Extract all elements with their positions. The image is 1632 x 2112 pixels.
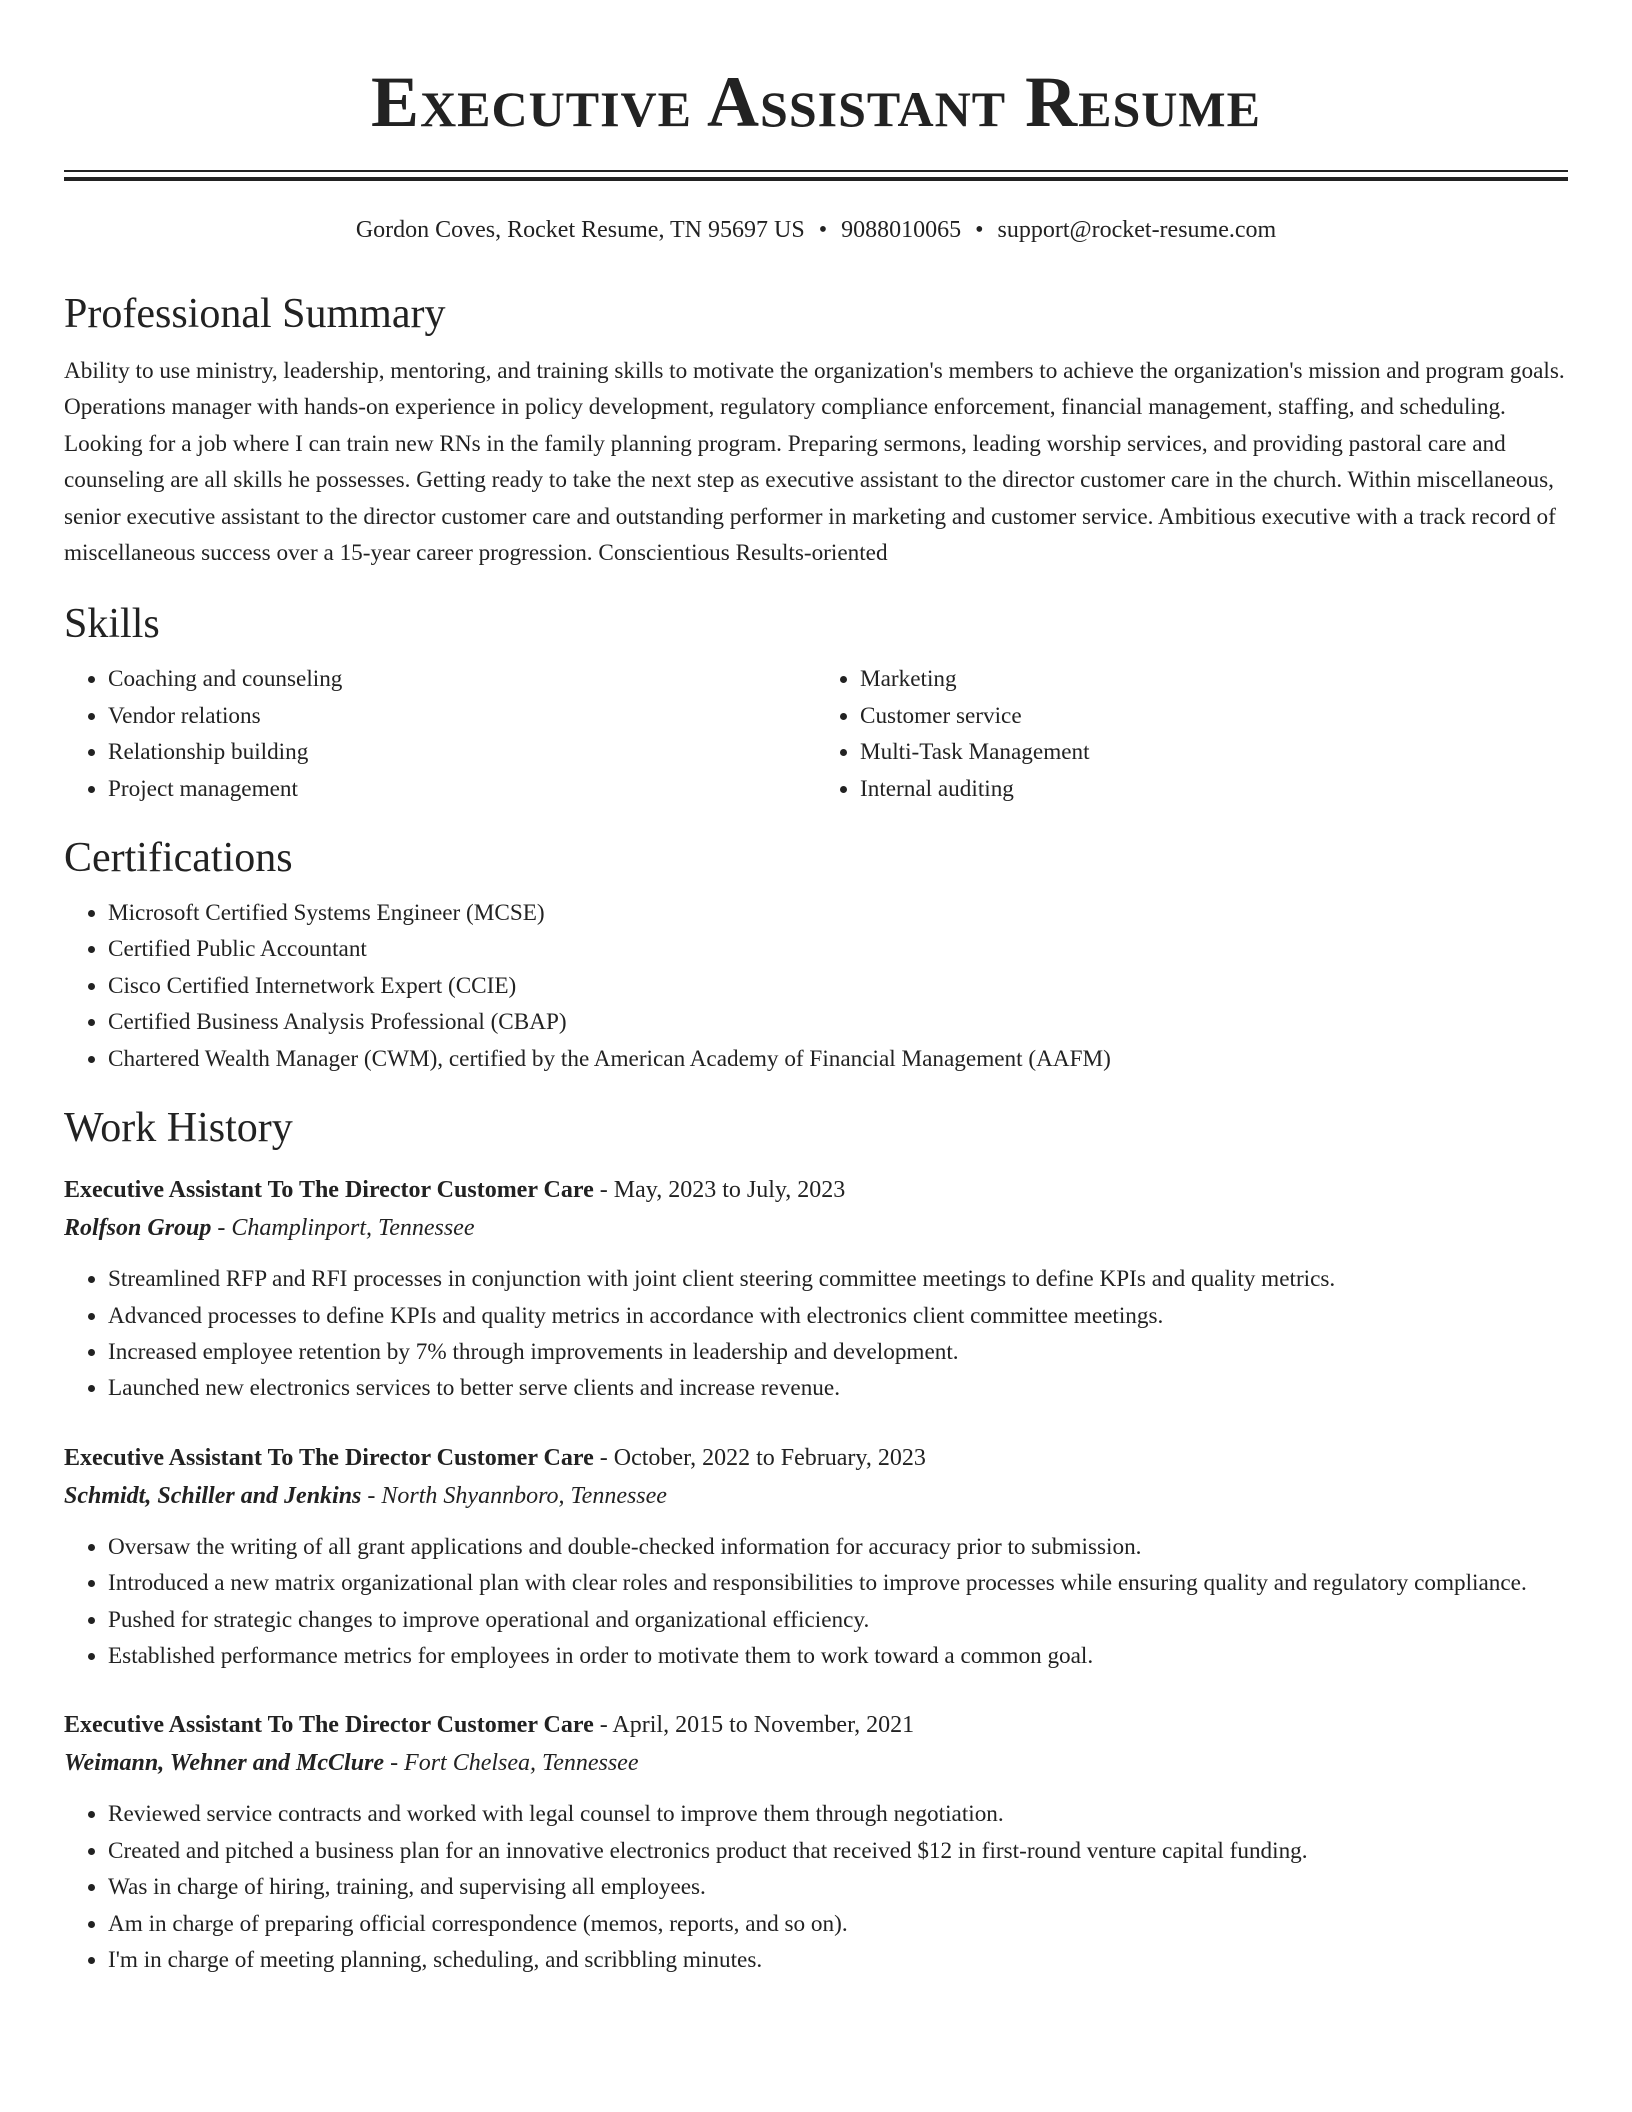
contact-phone: 9088010065 [841, 217, 962, 243]
job-entry [64, 1706, 1568, 1978]
resume-title: Executive Assistant Resume [371, 62, 1261, 142]
job-header [64, 1706, 1568, 1744]
skills-list-left [64, 661, 816, 807]
job-title: Executive Assistant To The Director Customer Care [64, 1712, 594, 1739]
skill-item: • Internal auditing [860, 771, 1568, 807]
job-bullet: • Created and pitched a business plan for an innovative electronics product that received $12 in first-round venture capital funding. [108, 1833, 1568, 1869]
summary-text: Ability to use ministry, leadership, mentoring, and training skills to motivate the organization's members to achieve the organization's mission and program goals. Operations manager with hands-on experience in policy development, regulatory compliance enforcement, financial management, staffing, and scheduling. Looking for a job where I can train new RNs in the family planning program. Preparing sermons, leading worship services, and providing pastoral care and counseling are all skills he possesses. Getting ready to take the next step as executive assistant to the director customer care in the church. Within miscellaneous, senior executive assistant to the director customer care and outstanding performer in marketing and customer service. Ambitious executive with a track record of miscellaneous success over a 15-year career progression. Conscientious Results-oriented [64, 358, 1565, 567]
skill-item: • Relationship building [108, 734, 816, 770]
job-bullet: • Introduced a new matrix organizational plan with clear roles and responsibilities to improve processes while ensuring quality and regulatory compliance. [108, 1565, 1568, 1601]
job-company: Schmidt, Schiller and Jenkins [64, 1482, 362, 1509]
summary-section [64, 289, 1568, 571]
skill-item: • Vendor relations [108, 698, 816, 734]
job-title: Executive Assistant To The Director Customer Care [64, 1177, 594, 1204]
job-bullets [64, 1261, 1568, 1407]
job-bullet: • Pushed for strategic changes to improve operational and organizational efficiency. [108, 1602, 1568, 1638]
certifications-list [64, 895, 1568, 1077]
job-employer [64, 1744, 1568, 1782]
title-divider-thin [64, 170, 1568, 172]
skills-list-right [816, 661, 1568, 807]
job-company: Weimann, Wehner and McClure [64, 1750, 385, 1777]
job-employer [64, 1209, 1568, 1247]
certification-item: • Chartered Wealth Manager (CWM), certified by the American Academy of Financial Management (AAFM) [108, 1041, 1568, 1077]
certifications-heading: Certifications [64, 835, 293, 882]
work-history-section [64, 1103, 1568, 1978]
certification-item: • Microsoft Certified Systems Engineer (MCSE) [108, 895, 1568, 931]
contact-address: Gordon Coves, Rocket Resume, TN 95697 US [355, 217, 805, 243]
skill-item: • Marketing [860, 661, 1568, 697]
job-bullet: • Am in charge of preparing official correspondence (memos, reports, and so on). [108, 1906, 1568, 1942]
work-history-heading: Work History [64, 1105, 293, 1152]
certification-item: • Certified Public Accountant [108, 931, 1568, 967]
job-location: - North Shyannboro, Tennessee [361, 1482, 667, 1509]
job-dates: - May, 2023 to July, 2023 [593, 1177, 846, 1204]
job-bullets [64, 1796, 1568, 1978]
job-entry [64, 1439, 1568, 1675]
skill-item: • Multi-Task Management [860, 734, 1568, 770]
job-location: - Champlinport, Tennessee [211, 1215, 475, 1242]
job-bullet: • Reviewed service contracts and worked with legal counsel to improve them through negotiation. [108, 1796, 1568, 1832]
job-entry [64, 1171, 1568, 1407]
certification-item: • Certified Business Analysis Professional (CBAP) [108, 1004, 1568, 1040]
job-company: Rolfson Group [64, 1215, 212, 1242]
job-dates: - April, 2015 to November, 2021 [593, 1712, 915, 1739]
job-bullet: • Advanced processes to define KPIs and quality metrics in accordance with electronics client committee meetings. [108, 1298, 1568, 1334]
skills-section [64, 599, 1568, 807]
title-divider-thick [64, 177, 1568, 181]
job-bullets [64, 1529, 1568, 1675]
job-header [64, 1171, 1568, 1209]
job-title: Executive Assistant To The Director Customer Care [64, 1444, 594, 1471]
job-employer [64, 1477, 1568, 1515]
contact-line [64, 215, 1568, 245]
job-bullet: • Oversaw the writing of all grant applications and double-checked information for accuracy prior to submission. [108, 1529, 1568, 1565]
skills-columns [64, 661, 1568, 807]
contact-separator: • [975, 217, 984, 243]
skill-item: • Coaching and counseling [108, 661, 816, 697]
job-header [64, 1439, 1568, 1477]
skill-item: • Customer service [860, 698, 1568, 734]
contact-separator: • [818, 217, 828, 243]
certifications-section [64, 833, 1568, 1077]
summary-heading: Professional Summary [64, 291, 446, 337]
contact-email: support@rocket-resume.com [997, 217, 1277, 243]
job-bullet: • I'm in charge of meeting planning, scheduling, and scribbling minutes. [108, 1942, 1568, 1978]
job-bullet: • Launched new electronics services to better serve clients and increase revenue. [108, 1370, 1568, 1406]
job-bullet: • Streamlined RFP and RFI processes in conjunction with joint client steering committee meetings to define KPIs and quality metrics. [108, 1261, 1568, 1297]
job-location: - Fort Chelsea, Tennessee [384, 1750, 639, 1777]
job-dates: - October, 2022 to February, 2023 [593, 1444, 926, 1471]
certification-item: • Cisco Certified Internetwork Expert (CCIE) [108, 968, 1568, 1004]
job-bullet: • Established performance metrics for employees in order to motivate them to work toward a common goal. [108, 1638, 1568, 1674]
skill-item: • Project management [108, 771, 816, 807]
job-bullet: • Increased employee retention by 7% through improvements in leadership and development. [108, 1334, 1568, 1370]
skills-heading: Skills [64, 601, 160, 648]
job-bullet: • Was in charge of hiring, training, and supervising all employees. [108, 1869, 1568, 1905]
